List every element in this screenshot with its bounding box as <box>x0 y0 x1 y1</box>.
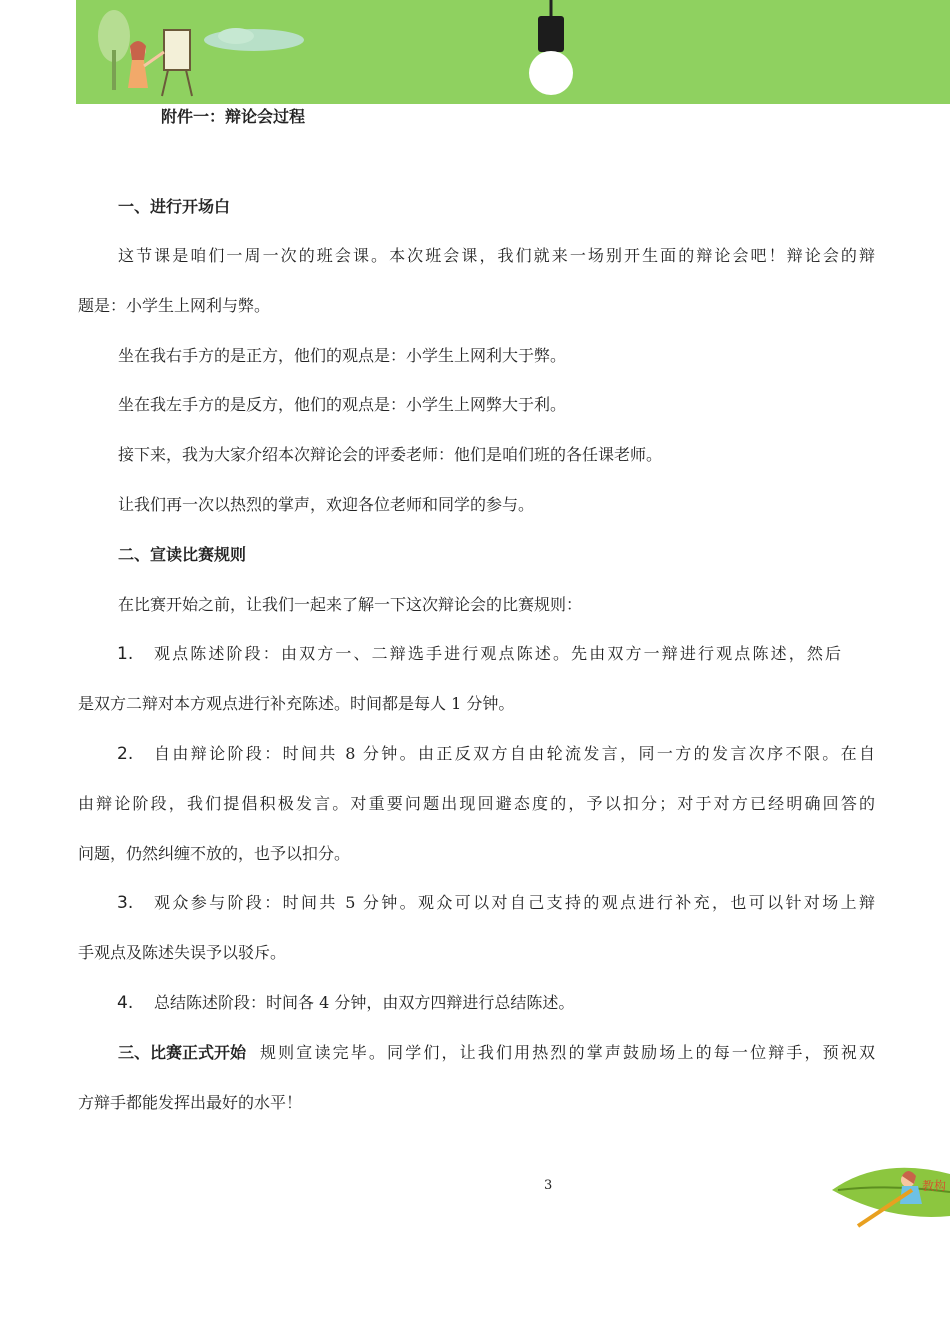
section3-line1 <box>118 1043 875 1063</box>
rule2-line2: 由辩论阶段，我们提倡积极发言。对重要问题出现回避态度的，予以扣分；对于对方已经明确回答的 <box>78 794 875 813</box>
section1-heading: 一、进行开场白 <box>118 197 231 216</box>
rule1-line2: 是双方二辩对本方观点进行补充陈述。时间都是每人 1 分钟。 <box>78 694 515 713</box>
rule4-line1: 总结陈述阶段：时间各 4 分钟，由双方四辩进行总结陈述。 <box>154 993 575 1012</box>
rule1-number: 1. <box>117 644 134 664</box>
section3-heading: 三、比赛正式开始 <box>118 1043 247 1062</box>
rule3-line2: 手观点及陈述失误予以驳斥。 <box>78 943 287 962</box>
section2-intro: 在比赛开始之前，让我们一起来了解一下这次辩论会的比赛规则： <box>118 595 583 614</box>
leaf-logo-icon <box>830 1160 950 1232</box>
lamp-icon <box>538 16 564 52</box>
banner-illustration <box>76 0 950 104</box>
easel-icon <box>164 30 190 70</box>
section1-paragraph1-line1: 这节课是咱们一周一次的班会课。本次班会课，我们就来一场别开生面的辩论会吧！辩论会的辩 <box>118 246 875 265</box>
bulb-icon <box>529 51 573 95</box>
rule1-line1: 观点陈述阶段：由双方一、二辩选手进行观点陈述。先由双方一辩进行观点陈述，然后 <box>154 644 841 663</box>
header-banner <box>76 0 950 104</box>
page-number: 3 <box>544 1178 553 1193</box>
rule3-line1: 观众参与阶段：时间共 5 分钟。观众可以对自己支持的观点进行补充，也可以针对场上辩 <box>154 893 875 912</box>
leaf-logo-text: 教构 <box>922 1179 947 1193</box>
rule4-number: 4. <box>117 993 134 1013</box>
section1-paragraph1-line2: 题是：小学生上网利与弊。 <box>78 296 271 315</box>
section1-paragraph2: 坐在我右手方的是正方，他们的观点是：小学生上网利大于弊。 <box>118 346 567 365</box>
rule2-number: 2. <box>117 744 134 764</box>
section3-line2: 方辩手都能发挥出最好的水平！ <box>78 1093 303 1112</box>
rule3-number: 3. <box>117 893 134 913</box>
rule2-line1: 自由辩论阶段：时间共 8 分钟。由正反双方自由轮流发言，同一方的发言次序不限。在自 <box>154 744 875 763</box>
section1-paragraph3: 坐在我左手方的是反方，他们的观点是：小学生上网弊大于利。 <box>118 395 567 414</box>
page-title: 附件一：辩论会过程 <box>161 107 306 126</box>
section1-paragraph5: 让我们再一次以热烈的掌声，欢迎各位老师和同学的参与。 <box>118 495 535 514</box>
section3-line1-text: 规则宣读完毕。同学们，让我们用热烈的掌声鼓励场上的每一位辩手，预祝双 <box>260 1043 875 1062</box>
section2-heading: 二、宣读比赛规则 <box>118 545 247 564</box>
section1-paragraph4: 接下来，我为大家介绍本次辩论会的评委老师：他们是咱们班的各任课老师。 <box>118 445 663 464</box>
rule2-line3: 问题，仍然纠缠不放的，也予以扣分。 <box>78 844 351 863</box>
cloud-icon <box>204 29 304 51</box>
